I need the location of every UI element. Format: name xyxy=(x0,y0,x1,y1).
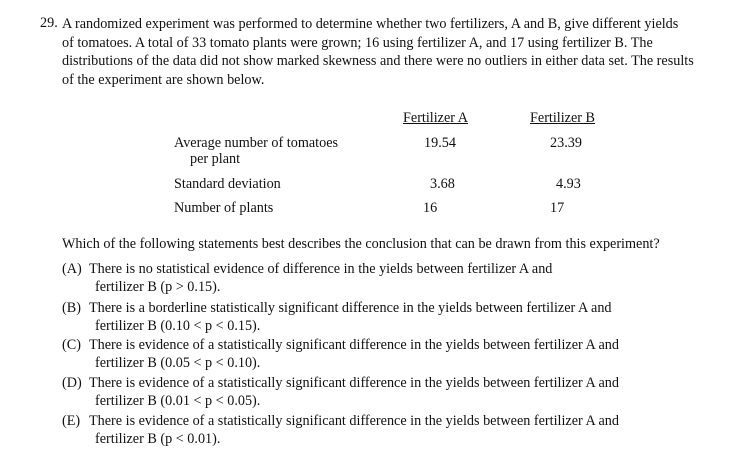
stem-line: A randomized experiment was performed to determine whether two fertilizers, A and B, give different yields xyxy=(62,16,679,32)
cell-count-b: 17 xyxy=(550,200,565,216)
stem-line: of the experiment are shown below. xyxy=(62,71,265,88)
column-header-fertilizer-b: Fertilizer B xyxy=(530,110,596,126)
stem-line: distributions of the data did not show marked skewness and there were no outliers in either data set. The results xyxy=(62,53,694,69)
option-text: There is evidence of a statistically significant difference in the yields between fertilizer A and xyxy=(89,375,619,391)
option-text: There is a borderline statistically significant difference in the yields between fertilizer A and xyxy=(89,300,612,316)
option-letter: (A) xyxy=(62,261,82,277)
column-header-fertilizer-a: Fertilizer A xyxy=(403,110,469,126)
row-label-average: Average number of tomatoes xyxy=(174,135,339,151)
cell-std-dev-b: 4.93 xyxy=(556,176,581,192)
option-text-cont: fertilizer B (p > 0.15). xyxy=(95,279,221,295)
option-text-cont: fertilizer B (p < 0.01). xyxy=(95,431,221,447)
row-label-count: Number of plants xyxy=(174,200,274,216)
option-letter: (C) xyxy=(62,337,81,353)
answer-option-b[interactable] xyxy=(62,299,612,335)
option-text-cont: fertilizer B (0.10 < p < 0.15). xyxy=(95,318,261,334)
option-text: There is evidence of a statistically significant difference in the yields between fertilizer A and xyxy=(89,413,619,429)
cell-count-a: 16 xyxy=(423,200,438,216)
option-text-cont: fertilizer B (0.01 < p < 0.05). xyxy=(95,393,261,409)
option-letter: (D) xyxy=(62,375,82,391)
question-prompt: Which of the following statements best describes the conclusion that can be drawn from this experiment? xyxy=(62,236,660,252)
option-text: There is no statistical evidence of difference in the yields between fertilizer A and xyxy=(89,261,553,277)
row-label-std-dev: Standard deviation xyxy=(174,176,281,192)
question-stem xyxy=(62,15,722,89)
answer-option-e[interactable] xyxy=(62,412,619,448)
option-text: There is evidence of a statistically significant difference in the yields between fertilizer A and xyxy=(89,337,619,353)
option-letter: (E) xyxy=(62,413,81,429)
stem-line: of tomatoes. A total of 33 tomato plants were grown; 16 using fertilizer A, and 17 using fertilizer B. The xyxy=(62,34,653,51)
row-label-average-cont: per plant xyxy=(190,151,241,167)
option-letter: (B) xyxy=(62,300,81,316)
option-text-cont: fertilizer B (0.05 < p < 0.10). xyxy=(95,355,261,371)
answer-option-a[interactable] xyxy=(62,260,552,296)
cell-std-dev-a: 3.68 xyxy=(430,176,455,192)
question-number: 29. xyxy=(40,15,58,31)
answer-option-c[interactable] xyxy=(62,336,619,372)
answer-option-d[interactable] xyxy=(62,374,619,410)
cell-average-b: 23.39 xyxy=(550,135,582,151)
cell-average-a: 19.54 xyxy=(424,135,456,151)
